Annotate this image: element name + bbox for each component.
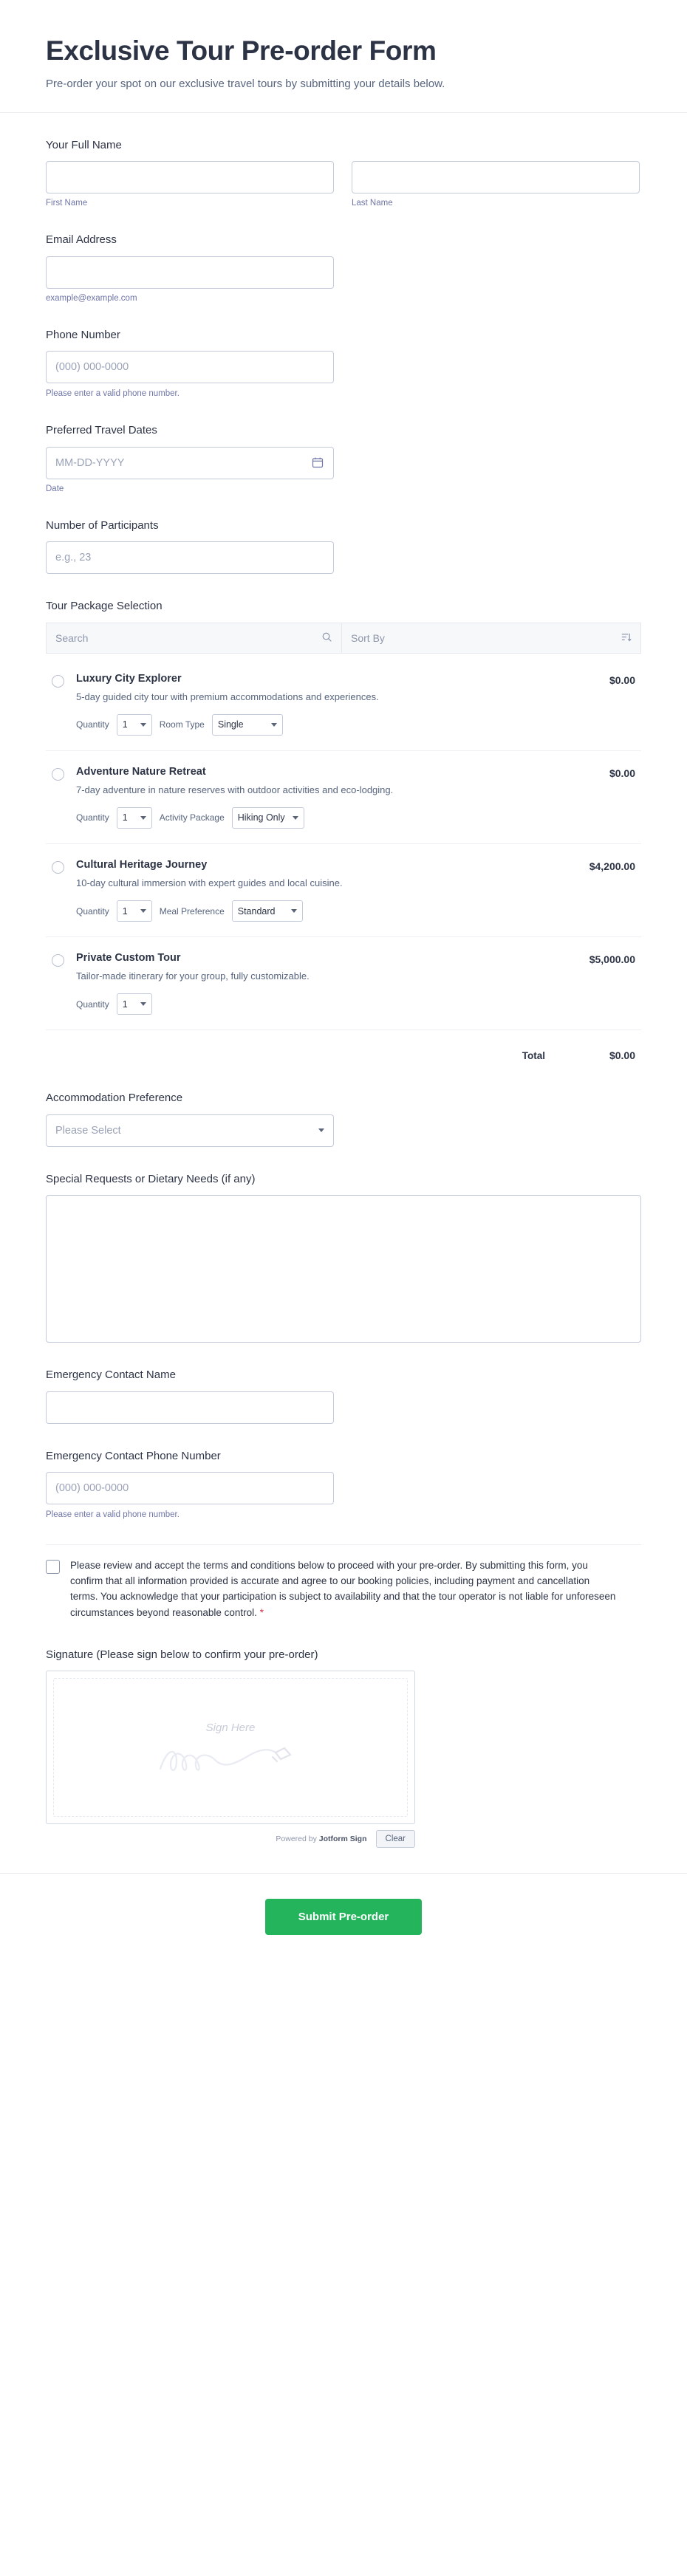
calendar-icon[interactable] <box>312 456 324 468</box>
product-quantity-value: 1 <box>122 998 128 1010</box>
product-quantity-select[interactable] <box>117 714 152 736</box>
product-option-select[interactable] <box>212 714 283 736</box>
product-name: Luxury City Explorer <box>76 672 182 685</box>
travel-dates-input[interactable] <box>46 447 334 479</box>
product-price: $5,000.00 <box>589 953 635 966</box>
special-requests-textarea[interactable] <box>46 1195 641 1343</box>
phone-label: Phone Number <box>46 328 120 341</box>
product-option-label: Activity Package <box>159 812 225 823</box>
field-accommodation <box>46 1091 641 1147</box>
accommodation-select[interactable] <box>46 1114 334 1147</box>
product-quantity-value: 1 <box>122 812 128 823</box>
email-input[interactable] <box>46 256 334 289</box>
product-list <box>46 658 641 1031</box>
product-quantity-value: 1 <box>122 719 128 730</box>
total-label: Total <box>522 1049 545 1061</box>
terms-text: Please review and accept the terms and conditions below to proceed with your pre-order. By submitting this form, you confirm that all information provided is accurate and agree to our booking policies, including payment and cancellation terms. You acknowledge that your participation is subject to availability and that the tour operator is not liable for unforeseen circumstances beyond reasonable control. <box>70 1560 616 1619</box>
phone-input[interactable] <box>46 351 334 383</box>
search-placeholder: Search <box>55 631 89 644</box>
participants-input[interactable] <box>46 541 334 574</box>
product-quantity-value: 1 <box>122 905 128 917</box>
product-name: Adventure Nature Retreat <box>76 765 206 778</box>
participants-label: Number of Participants <box>46 518 159 532</box>
field-signature <box>46 1648 641 1849</box>
first-name-sublabel: First Name <box>46 199 88 208</box>
special-requests-label: Special Requests or Dietary Needs (if any) <box>46 1172 256 1185</box>
chevron-down-icon <box>140 909 146 913</box>
travel-dates-sublabel: Date <box>46 484 64 493</box>
chevron-down-icon <box>291 909 297 913</box>
chevron-down-icon <box>140 816 146 820</box>
product-option-label: Meal Preference <box>159 905 225 917</box>
emergency-phone-input[interactable] <box>46 1472 334 1504</box>
submit-button[interactable]: Submit Pre-order <box>265 1899 422 1935</box>
field-email <box>46 233 641 303</box>
product-option-label: Quantity <box>76 719 109 730</box>
tour-package-label: Tour Package Selection <box>46 600 163 613</box>
phone-hint: Please enter a valid phone number. <box>46 389 180 399</box>
first-name-group <box>46 161 334 208</box>
product-radio[interactable] <box>52 954 64 967</box>
terms-checkbox[interactable] <box>46 1560 60 1574</box>
product-block <box>46 623 641 1066</box>
clear-signature-button[interactable]: Clear <box>376 1830 415 1848</box>
last-name-sublabel: Last Name <box>352 199 393 208</box>
signature-label: Signature (Please sign below to confirm your pre-order) <box>46 1648 318 1661</box>
product-option-value: Single <box>217 719 244 730</box>
sort-by-placeholder: Sort By <box>351 631 385 644</box>
product-option-value: Standard <box>237 905 276 917</box>
chevron-down-icon <box>140 1002 146 1006</box>
emergency-phone-hint: Please enter a valid phone number. <box>46 1510 180 1520</box>
product-quantity-select[interactable] <box>117 900 152 922</box>
field-special-requests <box>46 1172 641 1343</box>
order-total-row <box>46 1030 641 1066</box>
full-name-label: Your Full Name <box>46 138 122 151</box>
form-body <box>0 113 687 1849</box>
product-toolbar <box>46 623 641 654</box>
emergency-phone-label: Emergency Contact Phone Number <box>46 1449 221 1462</box>
product-name: Private Custom Tour <box>76 952 181 965</box>
signature-pad[interactable] <box>46 1671 415 1824</box>
sort-by-select[interactable] <box>341 623 641 654</box>
terms-and-conditions <box>46 1544 641 1621</box>
field-phone <box>46 328 641 399</box>
field-full-name <box>46 138 641 208</box>
product-price: $4,200.00 <box>589 860 635 872</box>
accommodation-selected-value: Please Select <box>55 1124 121 1137</box>
total-value: $0.00 <box>609 1049 635 1062</box>
sort-icon[interactable] <box>621 631 632 645</box>
search-icon[interactable] <box>321 631 332 645</box>
powered-by-text: Powered by Jotform Sign <box>276 1835 367 1844</box>
search-input[interactable] <box>46 623 341 654</box>
chevron-down-icon <box>271 723 277 727</box>
email-sublabel: example@example.com <box>46 293 137 303</box>
last-name-group <box>352 161 640 208</box>
product-price: $0.00 <box>609 674 635 686</box>
product-quantity-select[interactable] <box>117 993 152 1015</box>
signature-footer <box>46 1830 415 1848</box>
product-price: $0.00 <box>609 767 635 779</box>
product-option-select[interactable] <box>232 900 303 922</box>
product-option-select[interactable] <box>232 807 304 829</box>
required-marker: * <box>259 1606 264 1619</box>
product-option-label: Room Type <box>159 719 205 730</box>
table-row[interactable] <box>46 751 641 844</box>
form-footer <box>0 1873 687 1975</box>
page-title: Exclusive Tour Pre-order Form <box>46 35 437 66</box>
field-emergency-phone <box>46 1449 641 1520</box>
powered-by-brand: Jotform Sign <box>318 1835 367 1844</box>
page-subtitle: Pre-order your spot on our exclusive travel tours by submitting your details below. <box>46 77 445 90</box>
product-radio[interactable] <box>52 861 64 874</box>
product-option-label: Quantity <box>76 812 109 823</box>
first-name-input[interactable] <box>46 161 334 193</box>
table-row[interactable] <box>46 937 641 1030</box>
travel-dates-label: Preferred Travel Dates <box>46 424 157 437</box>
product-quantity-select[interactable] <box>117 807 152 829</box>
email-label: Email Address <box>46 233 117 247</box>
signature-doodle-icon <box>138 1739 323 1787</box>
chevron-down-icon <box>293 816 298 820</box>
emergency-name-input[interactable] <box>46 1391 334 1424</box>
product-name: Cultural Heritage Journey <box>76 858 208 871</box>
table-row[interactable] <box>46 844 641 937</box>
accommodation-label: Accommodation Preference <box>46 1092 183 1105</box>
chevron-down-icon <box>140 723 146 727</box>
chevron-down-icon <box>318 1128 324 1132</box>
product-radio[interactable] <box>52 768 64 781</box>
product-description: Tailor-made itinerary for your group, fully customizable. <box>76 970 310 982</box>
table-row[interactable] <box>46 658 641 751</box>
product-description: 7-day adventure in nature reserves with outdoor activities and eco-lodging. <box>76 784 394 795</box>
product-description: 10-day cultural immersion with expert guides and local cuisine. <box>76 877 343 888</box>
product-option-value: Hiking Only <box>237 812 285 823</box>
field-travel-dates <box>46 423 641 493</box>
product-option-label: Quantity <box>76 998 109 1010</box>
product-radio[interactable] <box>52 675 64 688</box>
emergency-name-label: Emergency Contact Name <box>46 1368 176 1382</box>
field-emergency-name <box>46 1368 641 1424</box>
field-participants <box>46 518 641 575</box>
signature-placeholder: Sign Here <box>205 1722 256 1735</box>
form-header <box>0 0 687 113</box>
product-option-label: Quantity <box>76 905 109 917</box>
last-name-input[interactable] <box>352 161 640 193</box>
field-tour-package <box>46 599 641 1066</box>
product-description: 5-day guided city tour with premium accommodations and experiences. <box>76 691 379 702</box>
